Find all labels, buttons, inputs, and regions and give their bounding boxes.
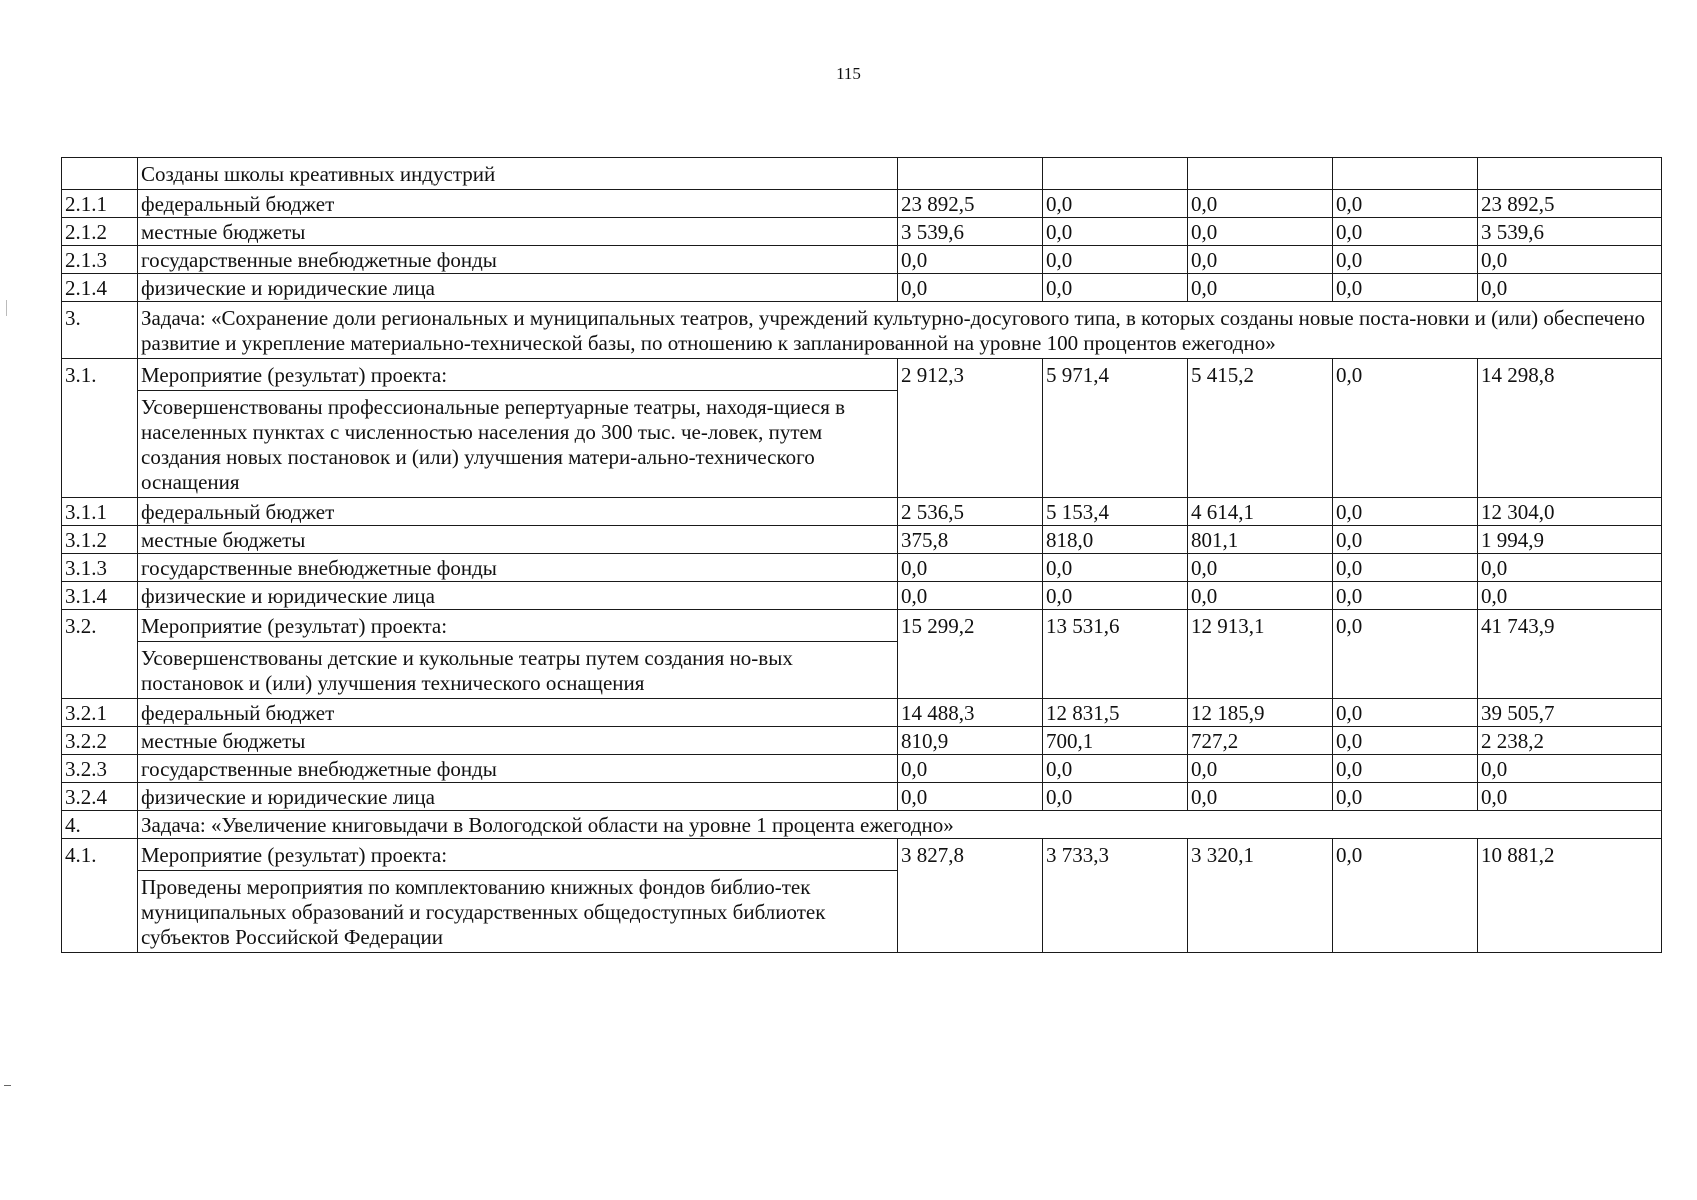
cell-value: 0,0 [1333, 755, 1478, 783]
cell-total: 10 881,2 [1478, 839, 1662, 953]
cell-value: 818,0 [1043, 526, 1188, 554]
table-row [62, 498, 1662, 526]
cell-value: 0,0 [1188, 274, 1333, 302]
cell-total: 0,0 [1478, 554, 1662, 582]
cell-value: 727,2 [1188, 727, 1333, 755]
cell-value: 5 153,4 [1043, 498, 1188, 526]
cell-value: 0,0 [898, 246, 1043, 274]
cell-value: 3 827,8 [898, 839, 1043, 953]
cell-total: 41 743,9 [1478, 610, 1662, 699]
cell-value: 0,0 [1333, 582, 1478, 610]
cell-total: 14 298,8 [1478, 359, 1662, 498]
cell-value: 0,0 [1333, 274, 1478, 302]
cell-value: 0,0 [1188, 783, 1333, 811]
cell-value: 0,0 [1043, 274, 1188, 302]
cell-value: 0,0 [1333, 218, 1478, 246]
row-code: 3.1.4 [62, 582, 138, 610]
task-row [62, 811, 1662, 839]
row-name: местные бюджеты [138, 526, 898, 554]
cell-total: 0,0 [1478, 755, 1662, 783]
table-row [62, 526, 1662, 554]
cell-value: 0,0 [898, 554, 1043, 582]
row-name: государственные внебюджетные фонды [138, 755, 898, 783]
activity-description: Усовершенствованы детские и кукольные театры путем создания но-вых постановок и (или) улучшения технического оснащения [138, 642, 898, 699]
table-row [62, 783, 1662, 811]
cell-value: 2 912,3 [898, 359, 1043, 498]
cell-value: 3 733,3 [1043, 839, 1188, 953]
cell-value: 0,0 [1333, 554, 1478, 582]
cell-value: 0,0 [1188, 582, 1333, 610]
scan-edge-mark [6, 300, 7, 316]
cell-value: 0,0 [1188, 246, 1333, 274]
table-row [62, 727, 1662, 755]
cell-value: 0,0 [898, 755, 1043, 783]
row-code: 3.1.2 [62, 526, 138, 554]
cell-total: 2 238,2 [1478, 727, 1662, 755]
row-code: 4. [62, 811, 138, 839]
cell-value: 3 320,1 [1188, 839, 1333, 953]
table-row [62, 218, 1662, 246]
cell-value: 5 415,2 [1188, 359, 1333, 498]
activity-description: Усовершенствованы профессиональные репертуарные театры, находя-щиеся в населенных пунктах с численностью населения до 300 тыс. че-ловек, путем создания новых постановок и (или) улучшения матери-ально-технического оснащения [138, 391, 898, 498]
activity-row [62, 359, 1662, 391]
row-code: 3.2.4 [62, 783, 138, 811]
row-name: физические и юридические лица [138, 783, 898, 811]
row-name: местные бюджеты [138, 218, 898, 246]
cell-value: 375,8 [898, 526, 1043, 554]
cell-value: 0,0 [1043, 783, 1188, 811]
cell-value: 0,0 [1188, 554, 1333, 582]
budget-table [61, 157, 1662, 953]
cell-value: 0,0 [898, 783, 1043, 811]
activity-description: Проведены мероприятия по комплектованию книжных фондов библио-тек муниципальных образований и государственных общедоступных библиотек субъектов Российской Федерации [138, 871, 898, 953]
task-text: Задача: «Сохранение доли региональных и муниципальных театров, учреждений культурно-досугового типа, в которых созданы новые поста-новки и (или) обеспечено развитие и укрепление материально-технической базы, по отношению к запланированной на уровне 100 процентов ежегодно» [138, 302, 1662, 359]
cell-value: 0,0 [1043, 246, 1188, 274]
cell-value: 0,0 [1043, 582, 1188, 610]
cell-total: 39 505,7 [1478, 699, 1662, 727]
cell-value: 0,0 [898, 274, 1043, 302]
row-code: 2.1.4 [62, 274, 138, 302]
row-code: 3.1. [62, 359, 138, 391]
row-code: 2.1.1 [62, 190, 138, 218]
table-row [62, 158, 1662, 190]
activity-row [62, 610, 1662, 642]
row-code: 2.1.3 [62, 246, 138, 274]
cell-value: 0,0 [1333, 839, 1478, 953]
activity-row [62, 839, 1662, 871]
cell-value: 0,0 [1043, 755, 1188, 783]
table-row [62, 554, 1662, 582]
cell-value: 12 185,9 [1188, 699, 1333, 727]
cell-value: 0,0 [1333, 610, 1478, 699]
cell-total: 12 304,0 [1478, 498, 1662, 526]
cell-value: 3 539,6 [898, 218, 1043, 246]
table-row [62, 246, 1662, 274]
cell-value: 13 531,6 [1043, 610, 1188, 699]
cell-value: 0,0 [1333, 727, 1478, 755]
cell-value: 0,0 [1333, 359, 1478, 498]
cell-value: 5 971,4 [1043, 359, 1188, 498]
cell-total: 0,0 [1478, 582, 1662, 610]
cell-value: 810,9 [898, 727, 1043, 755]
page-number: 115 [836, 64, 861, 83]
cell-total: 23 892,5 [1478, 190, 1662, 218]
row-code: 3.2.2 [62, 727, 138, 755]
cell-total: 0,0 [1478, 246, 1662, 274]
cell-value: 12 913,1 [1188, 610, 1333, 699]
cell-value: 801,1 [1188, 526, 1333, 554]
cell-value: 0,0 [1043, 190, 1188, 218]
row-name: физические и юридические лица [138, 274, 898, 302]
cell-value: 0,0 [898, 582, 1043, 610]
row-name: физические и юридические лица [138, 582, 898, 610]
cell-value: 14 488,3 [898, 699, 1043, 727]
cell-value: 700,1 [1043, 727, 1188, 755]
row-code: 3.1.1 [62, 498, 138, 526]
table-row [62, 190, 1662, 218]
cell-value: 0,0 [1333, 246, 1478, 274]
row-code: 3.2.3 [62, 755, 138, 783]
cell-value: 0,0 [1188, 190, 1333, 218]
cell-value: 0,0 [1333, 498, 1478, 526]
activity-label: Мероприятие (результат) проекта: [138, 839, 898, 871]
row-name: государственные внебюджетные фонды [138, 246, 898, 274]
cell-value: 0,0 [1333, 783, 1478, 811]
cell-value: 4 614,1 [1188, 498, 1333, 526]
cell-value: 23 892,5 [898, 190, 1043, 218]
row-name: федеральный бюджет [138, 190, 898, 218]
table-row [62, 755, 1662, 783]
cell-value: 0,0 [1333, 699, 1478, 727]
cell-value: 0,0 [1333, 526, 1478, 554]
row-name: Созданы школы креативных индустрий [138, 158, 898, 190]
cell-value: 0,0 [1043, 554, 1188, 582]
task-text: Задача: «Увеличение книговыдачи в Вологодской области на уровне 1 процента ежегодно» [138, 811, 1662, 839]
cell-value: 0,0 [1188, 218, 1333, 246]
cell-value: 0,0 [1043, 218, 1188, 246]
cell-total: 1 994,9 [1478, 526, 1662, 554]
cell-value: 2 536,5 [898, 498, 1043, 526]
table-row [62, 274, 1662, 302]
cell-total: 0,0 [1478, 783, 1662, 811]
cell-value: 12 831,5 [1043, 699, 1188, 727]
table-row [62, 582, 1662, 610]
table-row [62, 699, 1662, 727]
cell-total: 0,0 [1478, 274, 1662, 302]
row-code: 3.2.1 [62, 699, 138, 727]
cell-value: 0,0 [1333, 190, 1478, 218]
activity-label: Мероприятие (результат) проекта: [138, 610, 898, 642]
row-name: государственные внебюджетные фонды [138, 554, 898, 582]
row-name: федеральный бюджет [138, 498, 898, 526]
row-code: 4.1. [62, 839, 138, 871]
row-code: 3. [62, 302, 138, 359]
row-code: 3.2. [62, 610, 138, 642]
cell-total: 3 539,6 [1478, 218, 1662, 246]
task-row [62, 302, 1662, 359]
cell-value: 15 299,2 [898, 610, 1043, 699]
row-code [62, 158, 138, 190]
row-name: федеральный бюджет [138, 699, 898, 727]
activity-label: Мероприятие (результат) проекта: [138, 359, 898, 391]
cell-value: 0,0 [1188, 755, 1333, 783]
row-code: 2.1.2 [62, 218, 138, 246]
row-name: местные бюджеты [138, 727, 898, 755]
scan-edge-mark [4, 1085, 11, 1086]
row-code: 3.1.3 [62, 554, 138, 582]
